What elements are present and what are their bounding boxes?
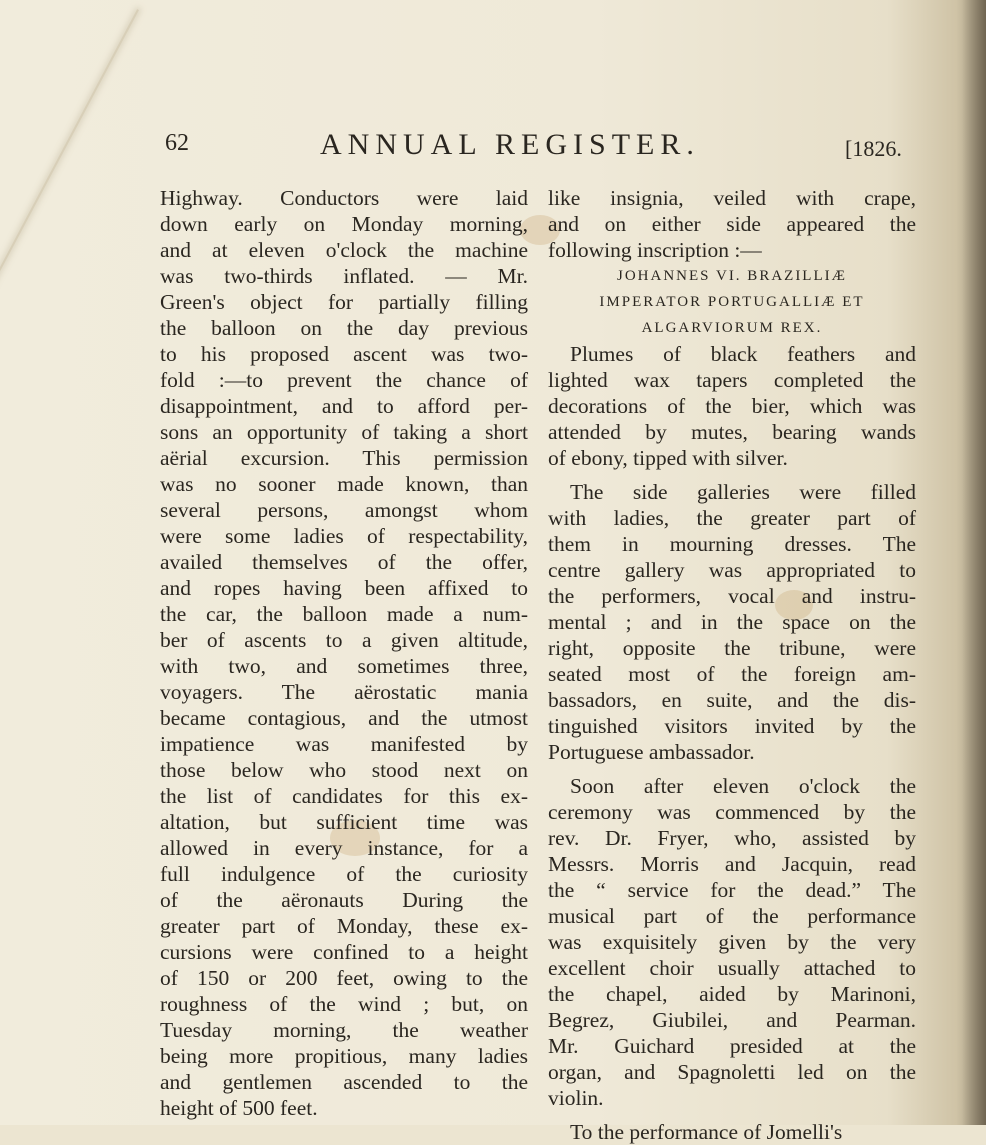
text-line: became contagious, and the utmost xyxy=(160,706,528,730)
page-header xyxy=(165,128,925,168)
text-line: JOHANNES VI. BRAZILLIÆ xyxy=(617,268,847,284)
text-line: Green's object for partially filling xyxy=(160,290,528,314)
text-line: organ, and Spagnoletti led on the xyxy=(548,1060,916,1084)
binding-edge-shadow xyxy=(962,0,986,1125)
text-line: greater part of Monday, these ex- xyxy=(160,914,528,938)
paragraph-gap xyxy=(548,765,916,773)
running-title: ANNUAL REGISTER. xyxy=(320,128,700,161)
text-line: To the performance of Jomelli's xyxy=(570,1120,843,1144)
text-line: bassadors, en suite, and the dis- xyxy=(548,688,916,712)
text-line: Messrs. Morris and Jacquin, read xyxy=(548,852,916,876)
text-line: Plumes of black feathers and xyxy=(570,342,916,366)
text-line: the chapel, aided by Marinoni, xyxy=(548,982,916,1006)
text-line: the balloon on the day previous xyxy=(160,316,528,340)
text-line: ceremony was commenced by the xyxy=(548,800,916,824)
text-line: ALGARVIORUM REX. xyxy=(641,320,823,336)
text-line: Portuguese ambassador. xyxy=(548,740,755,764)
text-line: down early on Monday morning, xyxy=(160,212,528,236)
text-line: like insignia, veiled with crape, xyxy=(548,186,916,210)
text-line: them in mourning dresses. The xyxy=(548,532,916,556)
text-line: Mr. Guichard presided at the xyxy=(548,1034,916,1058)
text-line: right, opposite the tribune, were xyxy=(548,636,916,660)
text-line: seated most of the foreign am- xyxy=(548,662,916,686)
text-line: decorations of the bier, which was xyxy=(548,394,916,418)
text-line: aërial excursion. This permission xyxy=(160,446,528,470)
text-line: centre gallery was appropriated to xyxy=(548,558,916,582)
text-line: those below who stood next on xyxy=(160,758,528,782)
text-line: disappointment, and to afford per- xyxy=(160,394,528,418)
text-line: and ropes having been affixed to xyxy=(160,576,528,600)
text-line: violin. xyxy=(548,1086,604,1110)
text-line: attended by mutes, bearing wands xyxy=(548,420,916,444)
text-line: fold :—to prevent the chance of xyxy=(160,368,528,392)
left-text-column xyxy=(160,185,528,1121)
text-line: and at eleven o'clock the machine xyxy=(160,238,528,262)
text-line: mental ; and in the space on the xyxy=(548,610,916,634)
text-line: Soon after eleven o'clock the xyxy=(570,774,916,798)
text-line: The side galleries were filled xyxy=(570,480,916,504)
right-text-column xyxy=(548,185,916,1145)
text-line: cursions were confined to a height xyxy=(160,940,528,964)
text-line: were some ladies of respectability, xyxy=(160,524,528,548)
text-line: and gentlemen ascended to the xyxy=(160,1070,528,1094)
page-number: 62 xyxy=(165,130,189,156)
text-line: impatience was manifested by xyxy=(160,732,528,756)
text-line: was no sooner made known, than xyxy=(160,472,528,496)
text-line: the performers, vocal and instru- xyxy=(548,584,916,608)
text-line: with two, and sometimes three, xyxy=(160,654,528,678)
text-line: Tuesday morning, the weather xyxy=(160,1018,528,1042)
year-marker: [1826. xyxy=(845,136,902,161)
text-line: Highway. Conductors were laid xyxy=(160,186,528,210)
text-line: musical part of the performance xyxy=(548,904,916,928)
text-line: height of 500 feet. xyxy=(160,1096,318,1120)
text-line: lighted wax tapers completed the xyxy=(548,368,916,392)
text-line: rev. Dr. Fryer, who, assisted by xyxy=(548,826,916,850)
text-line: being more propitious, many ladies xyxy=(160,1044,528,1068)
text-line: to his proposed ascent was two- xyxy=(160,342,528,366)
text-line: voyagers. The aërostatic mania xyxy=(160,680,528,704)
text-line: tinguished visitors invited by the xyxy=(548,714,916,738)
paragraph-gap xyxy=(548,471,916,479)
text-line: was two-thirds inflated. — Mr. xyxy=(160,264,528,288)
text-line: roughness of the wind ; but, on xyxy=(160,992,528,1016)
text-line: IMPERATOR PORTUGALLIÆ ET xyxy=(599,294,865,310)
text-line: allowed in every instance, for a xyxy=(160,836,528,860)
text-line: altation, but sufficient time was xyxy=(160,810,528,834)
text-line: Begrez, Giubilei, and Pearman. xyxy=(548,1008,916,1032)
text-line: several persons, amongst whom xyxy=(160,498,528,522)
text-line: was exquisitely given by the very xyxy=(548,930,916,954)
text-line: with ladies, the greater part of xyxy=(548,506,916,530)
text-line: of the aëronauts During the xyxy=(160,888,528,912)
text-line: ber of ascents to a given altitude, xyxy=(160,628,528,652)
text-line: of ebony, tipped with silver. xyxy=(548,446,788,470)
text-line: of 150 or 200 feet, owing to the xyxy=(160,966,528,990)
page-fold-crease xyxy=(0,9,139,381)
text-line: availed themselves of the offer, xyxy=(160,550,528,574)
text-line: the car, the balloon made a num- xyxy=(160,602,528,626)
text-line: the “ service for the dead.” The xyxy=(548,878,916,902)
text-line: the list of candidates for this ex- xyxy=(160,784,528,808)
text-line: following inscription :— xyxy=(548,238,762,262)
text-line: and on either side appeared the xyxy=(548,212,916,236)
text-line: sons an opportunity of taking a short xyxy=(160,420,528,444)
paragraph-gap xyxy=(548,1111,916,1119)
text-line: full indulgence of the curiosity xyxy=(160,862,528,886)
text-line: excellent choir usually attached to xyxy=(548,956,916,980)
